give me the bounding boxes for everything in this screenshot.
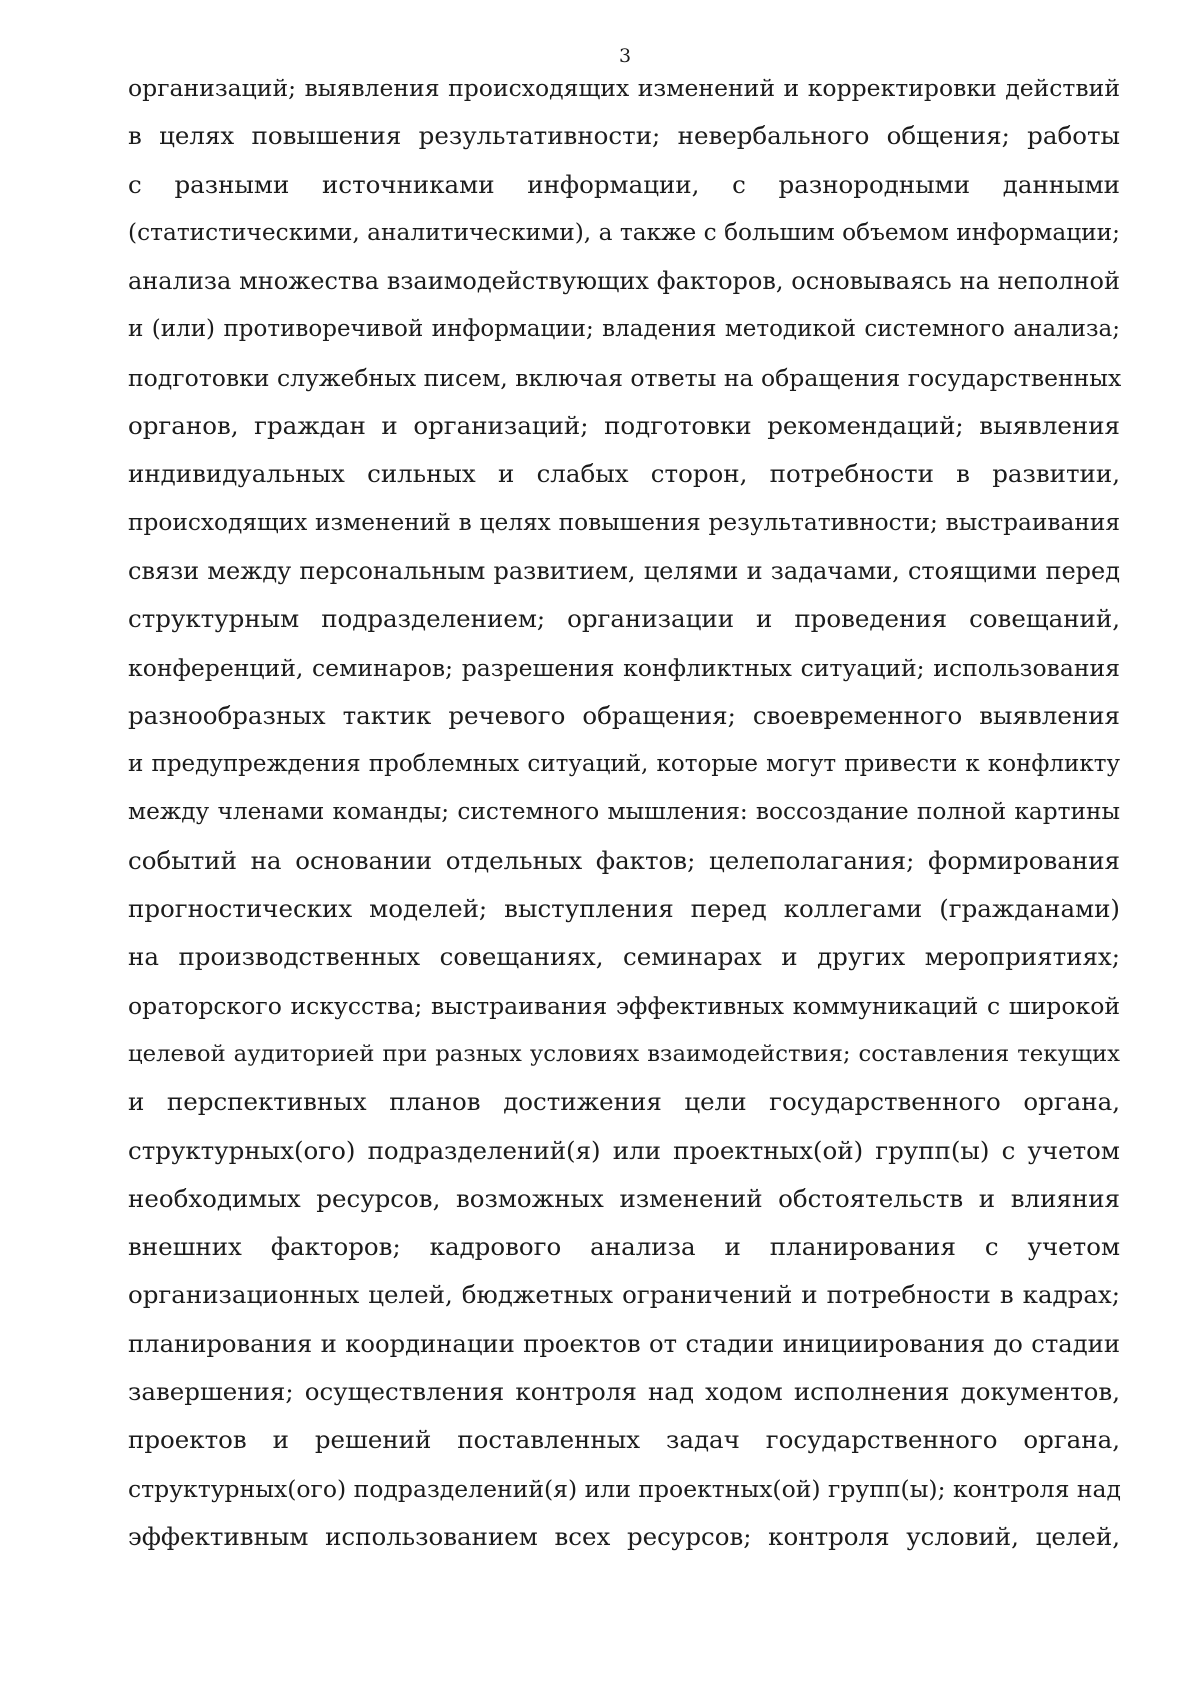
text-line: необходимых ресурсов, возможных изменений обстоятельств и влияния	[128, 1183, 1120, 1213]
text-line: структурных(ого) подразделений(я) или проектных(ой) групп(ы) с учетом	[128, 1135, 1120, 1165]
text-line: в целях повышения результативности; невербального общения; работы	[128, 121, 1120, 151]
text-line: разнообразных тактик речевого обращения; своевременного выявления	[128, 700, 1120, 730]
text-line: на производственных совещаниях, семинарах и других мероприятиях;	[128, 942, 1120, 972]
text-line: эффективным использованием всех ресурсов; контроля условий, целей,	[128, 1521, 1120, 1551]
text-line: ораторского искусства; выстраивания эффективных коммуникаций с широкой	[128, 991, 1120, 1020]
text-line: конференций, семинаров; разрешения конфликтных ситуаций; использования	[128, 653, 1120, 682]
text-line: структурным подразделением; организации и проведения совещаний,	[128, 604, 1120, 634]
text-line: планирования и координации проектов от стадии инициирования до стадии	[128, 1328, 1120, 1358]
text-line: связи между персональным развитием, целями и задачами, стоящими перед	[128, 556, 1120, 585]
text-line: между членами команды; системного мышления: воссоздание полной картины	[128, 798, 1120, 826]
text-line: подготовки служебных писем, включая ответы на обращения государственных	[128, 363, 1122, 392]
text-line: событий на основании отдельных фактов; целеполагания; формирования	[128, 845, 1120, 875]
text-line: внешних факторов; кадрового анализа и планирования с учетом	[128, 1232, 1120, 1262]
text-line: органов, граждан и организаций; подготовки рекомендаций; выявления	[128, 411, 1120, 441]
text-line: целевой аудиторией при разных условиях взаимодействия; составления текущих	[128, 1040, 1120, 1067]
text-line: проектов и решений поставленных задач государственного органа,	[128, 1425, 1120, 1455]
text-line: и предупреждения проблемных ситуаций, которые могут привести к конфликту	[128, 751, 1120, 778]
text-line: и перспективных планов достижения цели государственного органа,	[128, 1087, 1120, 1117]
text-line: с разными источниками информации, с разнородными данными	[128, 169, 1120, 199]
text-line: организаций; выявления происходящих изменений и корректировки действий	[128, 74, 1120, 102]
text-line: индивидуальных сильных и слабых сторон, потребности в развитии,	[128, 459, 1120, 489]
text-line: анализа множества взаимодействующих факторов, основываясь на неполной	[128, 267, 1120, 296]
text-line: структурных(ого) подразделений(я) или проектных(ой) групп(ы); контроля над	[128, 1474, 1122, 1503]
text-line: и (или) противоречивой информации; владения методикой системного анализа;	[128, 316, 1120, 343]
page-number: 3	[618, 45, 632, 67]
text-line: происходящих изменений в целях повышения результативности; выстраивания	[128, 508, 1120, 536]
text-line: прогностических моделей; выступления перед коллегами (гражданами)	[128, 894, 1120, 924]
text-line: завершения; осуществления контроля над ходом исполнения документов,	[128, 1377, 1120, 1407]
text-line: организационных целей, бюджетных ограничений и потребности в кадрах;	[128, 1280, 1120, 1310]
text-line: (статистическими, аналитическими), а также с большим объемом информации;	[128, 218, 1120, 246]
body-text	[128, 64, 1120, 1561]
